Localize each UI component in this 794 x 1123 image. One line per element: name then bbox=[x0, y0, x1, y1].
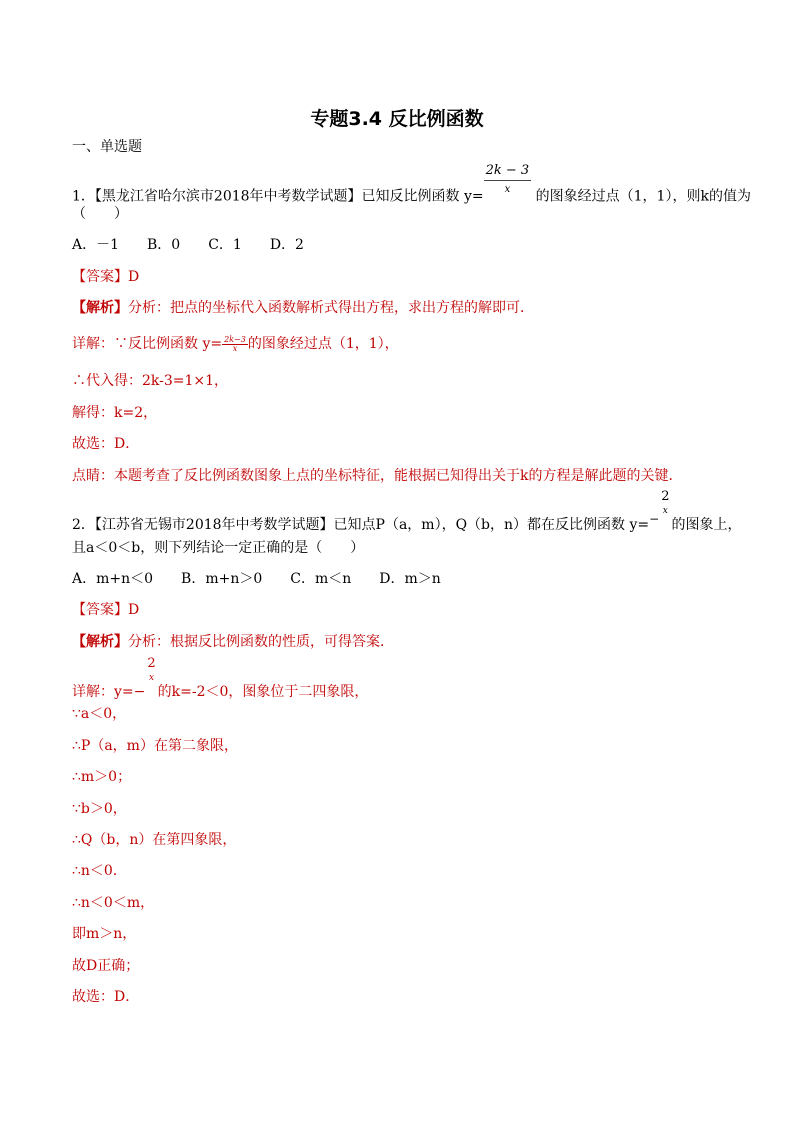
fraction-numerator: 2 bbox=[147, 656, 156, 671]
solution-line: ∴m＞0； bbox=[72, 769, 132, 785]
question-1-comment: 点睛：本题考查了反比例函数图象上点的坐标特征，能根据已知得出关于k的方程是解此题的关键． bbox=[72, 468, 683, 484]
question-2-answer bbox=[72, 601, 139, 619]
question-1-suffix: 的图象经过点（1，1），则k的值为 bbox=[531, 188, 751, 205]
question-1-options: A．－1 B．0 C．1 D．2 bbox=[72, 237, 304, 253]
question-1-analysis bbox=[72, 299, 534, 317]
analysis-label: 【解析】 bbox=[72, 634, 128, 650]
question-1-fraction bbox=[484, 163, 532, 215]
detail-fraction bbox=[145, 656, 157, 705]
solution-line: ∵b＞0， bbox=[72, 801, 127, 817]
detail-suffix: 的k=-2＜0，图象位于二四象限， bbox=[157, 684, 369, 700]
solution-line: 故D正确； bbox=[72, 958, 140, 974]
question-2-analysis bbox=[72, 633, 394, 651]
fraction-numerator: 2k − 3 bbox=[484, 162, 532, 181]
fraction-denominator: x bbox=[662, 506, 668, 516]
question-1-substitute: ∴代入得：2k-3=1×1， bbox=[72, 373, 229, 389]
solution-line: ∴Q（b，n）在第四象限， bbox=[72, 832, 237, 848]
answer-label: 【答案】 bbox=[72, 602, 128, 618]
fraction-denominator: x bbox=[148, 673, 155, 683]
question-1-prefix: 1．【黑龙江省哈尔滨市2018年中考数学试题】已知反比例函数 y= bbox=[72, 188, 484, 205]
solution-line: 故选：D． bbox=[72, 989, 140, 1005]
answer-label: 【答案】 bbox=[72, 269, 128, 285]
analysis-text: 分析：根据反比例函数的性质，可得答案． bbox=[128, 634, 394, 650]
negative-sign: − bbox=[649, 512, 660, 526]
analysis-text: 分析：把点的坐标代入函数解析式得出方程，求出方程的解即可． bbox=[128, 300, 534, 316]
question-2-suffix: 的图象上， bbox=[671, 517, 742, 533]
solution-line: ∴n＜0． bbox=[72, 863, 127, 879]
question-2-detail bbox=[72, 656, 369, 705]
section-heading: 一、单选题 bbox=[72, 139, 142, 155]
question-2-fraction bbox=[659, 489, 671, 538]
answer-value: D bbox=[128, 602, 140, 618]
solution-line: ∴P（a，m）在第二象限， bbox=[72, 738, 238, 754]
question-2-options: A．m+n＜0 B．m+n＞0 C．m＜n D．m＞n bbox=[72, 571, 441, 587]
fraction-denominator: x bbox=[504, 184, 511, 195]
page-title: 专题3.4 反比例函数 bbox=[310, 108, 484, 130]
question-1-stem bbox=[72, 163, 751, 215]
detail-suffix: 的图象经过点（1，1）， bbox=[247, 336, 399, 352]
analysis-label: 【解析】 bbox=[72, 300, 128, 316]
fraction-denominator: x bbox=[232, 343, 238, 353]
question-1-paren: （ ） bbox=[72, 206, 128, 222]
question-1-choose: 故选：D． bbox=[72, 436, 140, 452]
answer-value: D bbox=[128, 269, 140, 285]
fraction-numerator: 2k−3 bbox=[224, 334, 246, 344]
detail-fraction bbox=[222, 336, 248, 353]
question-2-condition: 且a＜0＜b，则下列结论一定正确的是（ ） bbox=[72, 540, 365, 556]
question-1-solve: 解得：k=2， bbox=[72, 405, 158, 421]
detail-prefix: 详解：y=− bbox=[72, 684, 146, 700]
question-1-answer bbox=[72, 268, 139, 286]
question-2-prefix: 2．【江苏省无锡市2018年中考数学试题】已知点P（a，m），Q（b，n）都在反比例函数 y= bbox=[72, 517, 650, 533]
solution-line: ∵a＜0， bbox=[72, 706, 127, 722]
question-2-stem bbox=[72, 489, 742, 538]
solution-line: ∴n＜0＜m， bbox=[72, 895, 155, 911]
fraction-numerator: 2 bbox=[661, 489, 670, 504]
detail-prefix: 详解：∵反比例函数 y= bbox=[72, 336, 223, 352]
question-1-detail bbox=[72, 335, 399, 353]
solution-line: 即m＞n， bbox=[72, 926, 137, 942]
